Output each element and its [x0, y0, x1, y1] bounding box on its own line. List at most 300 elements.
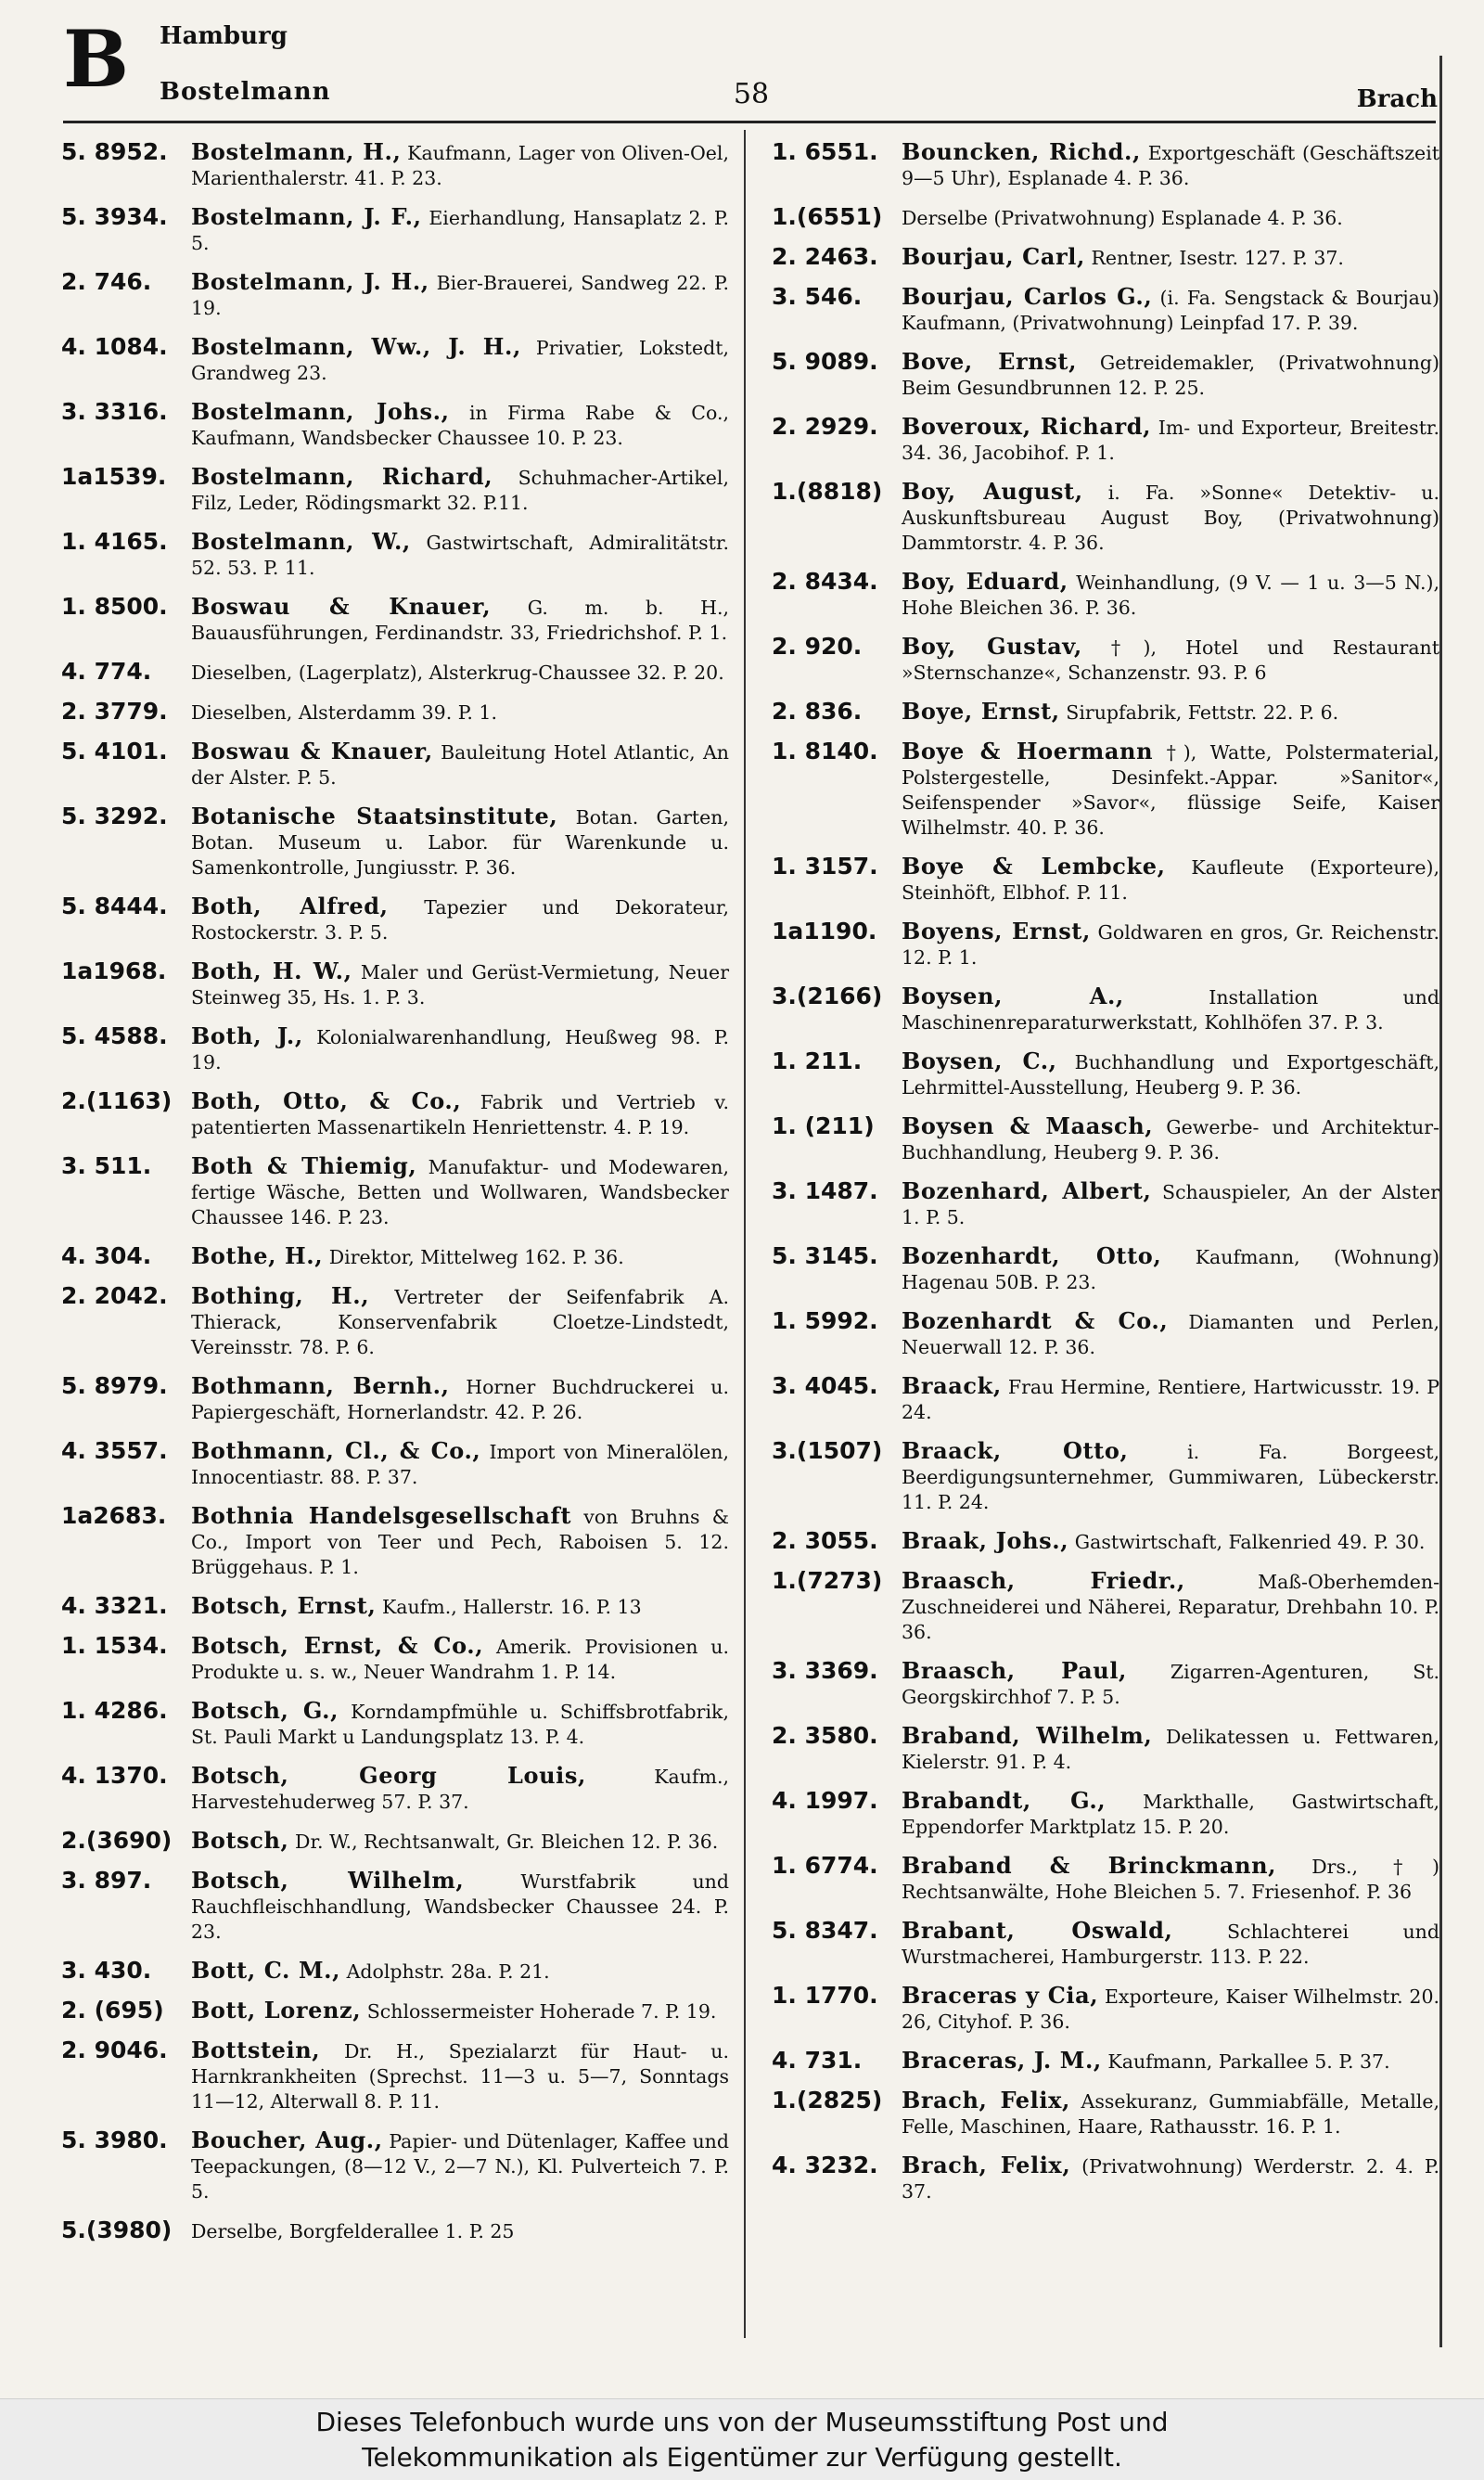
entry-name: Botanische Staatsinstitute,	[191, 803, 558, 829]
entry-details: Derselbe (Privatwohnung) Esplanade 4. P. 36.	[902, 207, 1343, 229]
entry-name: Braack,	[902, 1372, 1002, 1399]
entry-text	[191, 1283, 729, 1360]
entry-text	[191, 1593, 729, 1620]
phone-number: 2. 3779.	[61, 698, 168, 725]
entry-details: Schlossermeister Hoherade 7. P. 19.	[366, 2000, 717, 2023]
entry-details: Kaufm., Hallerstr. 16. P. 13	[381, 1596, 642, 1618]
entry-details: Import von Mineralölen, Innocentiastr. 88. P. 37.	[191, 1441, 729, 1488]
phone-number: 2. 2929.	[772, 413, 878, 440]
entry-text	[902, 244, 1439, 271]
directory-entry	[772, 1568, 1439, 1645]
entry-details: Dieselben, Alsterdamm 39. P. 1.	[191, 701, 497, 724]
entry-details: Eierhandlung, Hansaplatz 2. P. 5.	[191, 207, 729, 254]
entry-name: Braasch, Friedr.,	[902, 1567, 1185, 1594]
header-first-name: Bostelmann	[160, 78, 331, 106]
entry-name: Both, Alfred,	[191, 893, 389, 919]
phone-number: 5. 8444.	[61, 893, 168, 919]
entry-text	[902, 139, 1439, 191]
directory-entry	[61, 699, 729, 726]
entry-name: Bozenhard, Albert,	[902, 1177, 1152, 1204]
phone-number: 3. 4045.	[772, 1372, 878, 1399]
entry-details: Maß-Oberhemden-Zuschneiderei und Näherei, Reparatur, Drehbahn 10. P. 36.	[902, 1571, 1439, 1643]
entry-name: Bozenhardt, Otto,	[902, 1242, 1162, 1269]
entry-text	[902, 983, 1439, 1035]
entry-name: Bott, C. M.,	[191, 1957, 341, 1984]
directory-entry	[61, 269, 729, 321]
phone-number: 3. 511.	[61, 1152, 152, 1179]
phone-number: 1. 6551.	[772, 138, 878, 165]
entry-text	[902, 739, 1439, 841]
entry-details: Kaufmann, (Wohnung) Hagenau 50B. P. 23.	[902, 1246, 1439, 1293]
entry-text	[191, 1633, 729, 1685]
phone-number: 1. 211.	[772, 1047, 863, 1074]
entry-name: Bothing, H.,	[191, 1282, 370, 1309]
directory-entry	[61, 2217, 729, 2244]
entry-details: Schuhmacher-Artikel, Filz, Leder, Rödingsmarkt 32. P.11.	[191, 467, 729, 514]
entry-text	[902, 1243, 1439, 1295]
entry-details: (i. Fa. Sengstack & Bourjau) Kaufmann, (Privatwohnung) Leinpfad 17. P. 39.	[902, 287, 1439, 334]
directory-entry	[61, 1698, 729, 1750]
directory-entry	[772, 739, 1439, 841]
entry-name: Boswau & Knauer,	[191, 738, 433, 765]
entry-details: Schlachterei und Wurstmacherei, Hamburgerstr. 113. P. 22.	[902, 1921, 1439, 1968]
entry-text	[902, 634, 1439, 686]
directory-entry	[61, 958, 729, 1010]
directory-entry	[61, 803, 729, 880]
directory-entry	[772, 699, 1439, 726]
directory-entry	[61, 334, 729, 386]
entry-name: Boysen, A.,	[902, 983, 1124, 1009]
directory-entry	[61, 1438, 729, 1490]
entry-text	[902, 1048, 1439, 1100]
right-column	[772, 139, 1439, 2217]
entry-details: Gastwirtschaft, Admiralitätstr. 52. 53. P. 11.	[191, 532, 729, 579]
directory-entry	[772, 1373, 1439, 1425]
entry-details: Im- und Exporteur, Breitestr. 34. 36, Jacobihof. P. 1.	[902, 417, 1439, 464]
column-divider	[744, 130, 746, 2338]
phone-number: 5. 8952.	[61, 138, 168, 165]
entry-name: Brach, Felix,	[902, 2087, 1070, 2114]
entry-details: Kolonialwarenhandlung, Heußweg 98. P. 19.	[191, 1026, 729, 1073]
directory-entry	[61, 529, 729, 581]
directory-entry	[772, 139, 1439, 191]
entry-details: Diamanten und Perlen, Neuerwall 12. P. 36.	[902, 1311, 1439, 1358]
entry-name: Brabandt, G.,	[902, 1787, 1107, 1814]
entry-text	[191, 269, 729, 321]
directory-entry	[61, 2037, 729, 2114]
entry-text	[902, 1178, 1439, 1230]
directory-entry	[61, 204, 729, 256]
entry-name: Bothnia Handelsgesellschaft	[191, 1502, 572, 1529]
directory-entry	[772, 2048, 1439, 2075]
entry-text	[191, 1503, 729, 1580]
entry-details: Maler und Gerüst-Vermietung, Neuer Steinweg 35, Hs. 1. P. 3.	[191, 961, 729, 1009]
entry-details: Kaufleute (Exporteure), Steinhöft, Elbhof. P. 11.	[902, 856, 1439, 904]
entry-text	[191, 399, 729, 451]
entry-text	[191, 204, 729, 256]
entry-text	[191, 139, 729, 191]
entry-details: Direktor, Mittelweg 162. P. 36.	[328, 1246, 624, 1268]
entry-details: Zigarren-Agenturen, St. Georgskirchhof 7. P. 5.	[902, 1661, 1439, 1708]
entry-details: Manufaktur- und Modewaren, fertige Wäsche, Betten und Wollwaren, Wandsbecker Chaussee 146. P. 23.	[191, 1156, 729, 1228]
phone-number: 4. 3232.	[772, 2152, 878, 2178]
entry-name: Bothmann, Bernh.,	[191, 1372, 450, 1399]
directory-entry	[61, 1828, 729, 1855]
entry-text	[191, 1698, 729, 1750]
entry-name: Braak, Johs.,	[902, 1527, 1069, 1554]
entry-text	[902, 204, 1439, 231]
phone-number: 2. 3580.	[772, 1722, 878, 1749]
phone-number: 2.(3690)	[61, 1827, 173, 1854]
entry-name: Both, J.,	[191, 1022, 303, 1049]
phone-number: 3. 546.	[772, 283, 863, 310]
entry-name: Braband & Brinckmann,	[902, 1852, 1277, 1879]
directory-entry	[61, 1153, 729, 1230]
phone-number: 4. 304.	[61, 1242, 152, 1269]
entry-text	[191, 1088, 729, 1140]
phone-number: 1. 3157.	[772, 853, 878, 880]
phone-number: 5. 8347.	[772, 1917, 878, 1944]
entry-text	[191, 1243, 729, 1270]
directory-entry	[61, 594, 729, 646]
directory-entry	[61, 1868, 729, 1945]
entry-name: Braack, Otto,	[902, 1437, 1129, 1464]
entry-name: Botsch,	[191, 1827, 289, 1854]
directory-entry	[61, 893, 729, 945]
directory-entry	[61, 1283, 729, 1360]
phone-number: 4. 1997.	[772, 1787, 878, 1814]
entry-details: Assekuranz, Gummiabfälle, Metalle, Felle, Maschinen, Haare, Rathausstr. 16. P. 1.	[902, 2090, 1439, 2138]
entry-text	[191, 739, 729, 790]
entry-details: Rentner, Isestr. 127. P. 37.	[1091, 247, 1344, 269]
entry-details: Markthalle, Gastwirtschaft, Eppendorfer Marktplatz 15. P. 20.	[902, 1791, 1439, 1838]
phone-number: 4. 774.	[61, 658, 152, 685]
entry-name: Bostelmann, H.,	[191, 138, 402, 165]
entry-details: Tapezier und Dekorateur, Rostockerstr. 3. P. 5.	[191, 896, 729, 944]
phone-number: 5. 4588.	[61, 1022, 168, 1049]
entry-text	[902, 349, 1439, 401]
phone-number: 4. 3557.	[61, 1437, 168, 1464]
directory-entry	[61, 1088, 729, 1140]
entry-name: Boye, Ernst,	[902, 698, 1060, 725]
phone-number: 3. 3369.	[772, 1657, 878, 1684]
entry-details: von Bruhns & Co., Import von Teer und Pech, Raboisen 5. 12. Brüggehaus. P. 1.	[191, 1506, 729, 1578]
entry-details: Bauleitung Hotel Atlantic, An der Alster. P. 5.	[191, 741, 729, 789]
entry-details: G. m. b. H., Bauausführungen, Ferdinandstr. 33, Friedrichshof. P. 1.	[191, 597, 729, 644]
directory-entry	[772, 919, 1439, 970]
entry-details: Drs., †) Rechtsanwälte, Hohe Bleichen 5. 7. Friesenhof. P. 36	[902, 1856, 1439, 1903]
directory-entry	[61, 739, 729, 790]
entry-text	[902, 569, 1439, 621]
entry-text	[902, 1438, 1439, 1515]
directory-entry	[772, 204, 1439, 231]
phone-number: 5. 3145.	[772, 1242, 878, 1269]
entry-name: Bostelmann, Richard,	[191, 463, 493, 490]
phone-number: 1.(2825)	[772, 2087, 883, 2114]
phone-number: 5. 4101.	[61, 738, 168, 765]
directory-entry	[772, 1918, 1439, 1970]
entry-name: Boveroux, Richard,	[902, 413, 1152, 440]
entry-text	[902, 1983, 1439, 2035]
entry-name: Braceras, J. M.,	[902, 2047, 1102, 2074]
directory-entry	[772, 1048, 1439, 1100]
entry-text	[902, 479, 1439, 556]
entry-details: †), Watte, Polstermaterial, Polstergestelle, Desinfekt.-Appar. »Sanitor«, Seifenspender »Savor«, flüssige Seife, Kaiser Wilhelmstr. 40. P. 36.	[902, 741, 1439, 839]
phone-number: 2. (695)	[61, 1997, 164, 2024]
phone-number: 1. 1770.	[772, 1982, 878, 2009]
phone-number: 1. 5992.	[772, 1307, 878, 1334]
entry-details: Sirupfabrik, Fettstr. 22. P. 6.	[1066, 701, 1339, 724]
phone-number: 2.(1163)	[61, 1087, 173, 1114]
entry-name: Boye & Hoermann	[902, 738, 1154, 765]
entry-text	[191, 699, 729, 726]
entry-name: Bothmann, Cl., & Co.,	[191, 1437, 481, 1464]
entry-text	[902, 1308, 1439, 1360]
directory-entry	[772, 284, 1439, 336]
entry-name: Boswau & Knauer,	[191, 593, 492, 620]
phone-number: 1. 8140.	[772, 738, 878, 765]
phone-number: 3. 3316.	[61, 398, 168, 425]
entry-text	[191, 893, 729, 945]
entry-text	[191, 1153, 729, 1230]
directory-entry	[772, 1723, 1439, 1775]
entry-name: Bove, Ernst,	[902, 348, 1078, 375]
entry-details: Frau Hermine, Rentiere, Hartwicusstr. 19. P 24.	[902, 1376, 1439, 1423]
phone-number: 3.(2166)	[772, 983, 883, 1009]
entry-text	[902, 284, 1439, 336]
entry-text	[902, 1918, 1439, 1970]
phone-number: 5. 8979.	[61, 1372, 168, 1399]
entry-text	[191, 1373, 729, 1425]
entry-details: Weinhandlung, (9 V. — 1 u. 3—5 N.), Hohe Bleichen 36. P. 36.	[902, 572, 1439, 619]
directory-entry	[772, 1438, 1439, 1515]
entry-text	[191, 2217, 729, 2244]
entry-text	[902, 1528, 1439, 1555]
directory-entry	[772, 854, 1439, 906]
entry-details: Wurstfabrik und Rauchfleischhandlung, Wandsbecker Chaussee 24. P. 23.	[191, 1870, 729, 1943]
entry-text	[902, 1568, 1439, 1645]
phone-number: 1.(8818)	[772, 478, 883, 505]
footer-notice	[0, 2398, 1484, 2480]
entry-details: i. Fa. Borgeest, Beerdigungsunternehmer, Gummiwaren, Lübeckerstr. 11. P. 24.	[902, 1441, 1439, 1513]
entry-text	[191, 2037, 729, 2114]
entry-name: Botsch, G.,	[191, 1697, 339, 1724]
entry-details: Dr. H., Spezialarzt für Haut- u. Harnkrankheiten (Sprechst. 11—3 u. 5—7, Sonntags 11—12, Alterwall 8. P. 11.	[191, 2040, 729, 2113]
phone-number: 4. 3321.	[61, 1592, 168, 1619]
entry-text	[902, 1788, 1439, 1840]
entry-details: Amerik. Provisionen u. Produkte u. s. w., Neuer Wandrahm 1. P. 14.	[191, 1636, 729, 1683]
directory-entry	[61, 1023, 729, 1075]
phone-number: 5. 9089.	[772, 348, 878, 375]
phone-number: 1. 6774.	[772, 1852, 878, 1879]
phone-number: 2. 920.	[772, 633, 863, 660]
entry-details: Dr. W., Rechtsanwalt, Gr. Bleichen 12. P. 36.	[295, 1831, 719, 1853]
entry-text	[902, 1853, 1439, 1905]
directory-entry	[772, 1658, 1439, 1710]
entry-details: Derselbe, Borgfelderallee 1. P. 25	[191, 2220, 515, 2242]
entry-name: Bozenhardt & Co.,	[902, 1307, 1169, 1334]
left-column	[61, 139, 729, 2257]
header-city: Hamburg	[160, 22, 288, 50]
entry-text	[191, 1958, 729, 1985]
directory-entry	[772, 1528, 1439, 1555]
entry-name: Botsch, Wilhelm,	[191, 1867, 465, 1894]
entry-text	[191, 1438, 729, 1490]
phone-number: 1a1539.	[61, 463, 167, 490]
entry-name: Bouncken, Richd.,	[902, 138, 1141, 165]
entry-text	[191, 1763, 729, 1815]
entry-name: Boye & Lembcke,	[902, 853, 1166, 880]
directory-entry	[61, 139, 729, 191]
directory-entry	[772, 414, 1439, 466]
directory-entry	[61, 399, 729, 451]
entry-name: Bothe, H.,	[191, 1242, 324, 1269]
phone-number: 4. 1370.	[61, 1762, 168, 1789]
entry-name: Bott, Lorenz,	[191, 1997, 362, 2024]
entry-name: Both, H. W.,	[191, 957, 352, 984]
phone-number: 1. 1534.	[61, 1632, 168, 1659]
header-last-name: Brach	[1356, 85, 1438, 113]
phone-number: 2. 2042.	[61, 1282, 168, 1309]
entry-text	[902, 1723, 1439, 1775]
phone-number: 1.(6551)	[772, 203, 883, 230]
phone-number: 1. (211)	[772, 1112, 875, 1139]
directory-entry	[772, 634, 1439, 686]
directory-entry	[61, 1633, 729, 1685]
entry-text	[191, 659, 729, 686]
entry-text	[191, 1023, 729, 1075]
phone-number: 5. 3934.	[61, 203, 168, 230]
entry-details: Bier-Brauerei, Sandweg 22. P. 19.	[191, 272, 729, 319]
entry-text	[902, 2152, 1439, 2204]
directory-entry	[61, 2127, 729, 2204]
entry-name: Bostelmann, J. H.,	[191, 268, 429, 295]
entry-text	[902, 2088, 1439, 2139]
entry-text	[902, 414, 1439, 466]
directory-entry	[61, 1503, 729, 1580]
entry-text	[902, 2048, 1439, 2075]
entry-name: Boy, August,	[902, 478, 1083, 505]
entry-text	[191, 594, 729, 646]
entry-details: Schauspieler, An der Alster 1. P. 5.	[902, 1181, 1439, 1228]
entry-details: Buchhandlung und Exportgeschäft, Lehrmittel-Ausstellung, Heuberg 9. P. 36.	[902, 1051, 1440, 1099]
phone-number: 1a2683.	[61, 1502, 167, 1529]
phone-number: 4. 1084.	[61, 333, 168, 360]
directory-entry	[772, 1308, 1439, 1360]
entry-details: Korndampfmühle u. Schiffsbrotfabrik, St. Pauli Markt u Landungsplatz 13. P. 4.	[191, 1701, 729, 1748]
directory-entry	[61, 1243, 729, 1270]
entry-name: Bourjau, Carl,	[902, 243, 1085, 270]
directory-entry	[772, 349, 1439, 401]
entry-text	[191, 529, 729, 581]
entry-name: Bostelmann, W.,	[191, 528, 411, 555]
page-edge-line	[1439, 56, 1442, 2347]
directory-entry	[61, 659, 729, 686]
entry-text	[191, 803, 729, 880]
entry-text	[191, 958, 729, 1010]
directory-entry	[772, 1113, 1439, 1165]
footer-line-2: Telekommunikation als Eigentümer zur Verfügung gestellt.	[362, 2442, 1122, 2473]
directory-entry	[61, 1998, 729, 2024]
phone-number: 1. 4165.	[61, 528, 168, 555]
entry-details: Kaufmann, Lager von Oliven-Oel, Marienthalerstr. 41. P. 23.	[191, 142, 729, 189]
directory-entry	[61, 464, 729, 516]
entry-details: Getreidemakler, (Privatwohnung) Beim Gesundbrunnen 12. P. 25.	[902, 352, 1439, 399]
entry-name: Both, Otto, & Co.,	[191, 1087, 462, 1114]
entry-details: Papier- und Dütenlager, Kaffee und Teepackungen, (8—12 V., 2—7 N.), Kl. Pulverteich 7. P. 5.	[191, 2130, 729, 2203]
entry-details: Gastwirtschaft, Falkenried 49. P. 30.	[1074, 1531, 1426, 1553]
entry-text	[191, 464, 729, 516]
entry-name: Boysen, C.,	[902, 1047, 1057, 1074]
entry-details: Installation und Maschinenreparaturwerkstatt, Kohlhöfen 37. P. 3.	[902, 986, 1439, 1034]
phone-number: 2. 8434.	[772, 568, 878, 595]
entry-details: Exporteure, Kaiser Wilhelmstr. 20. 26, Cityhof. P. 36.	[902, 1985, 1439, 2033]
phone-number: 2. 746.	[61, 268, 152, 295]
directory-entry	[61, 1593, 729, 1620]
entry-text	[191, 334, 729, 386]
entry-name: Boy, Gustav,	[902, 633, 1082, 660]
phone-number: 5. 3292.	[61, 803, 168, 829]
directory-entry	[772, 2088, 1439, 2139]
directory-entry	[61, 1373, 729, 1425]
directory-entry	[772, 1983, 1439, 2035]
entry-text	[191, 1868, 729, 1945]
header-divider	[63, 121, 1436, 123]
entry-details: Delikatessen u. Fettwaren, Kielerstr. 91. P. 4.	[902, 1726, 1439, 1773]
entry-details: (Privatwohnung) Werderstr. 2. 4. P. 37.	[902, 2155, 1439, 2203]
entry-details: Botan. Garten, Botan. Museum u. Labor. für Warenkunde u. Samenkontrolle, Jungiusstr. P. 36.	[191, 806, 729, 879]
footer-line-1: Dieses Telefonbuch wurde uns von der Museumsstiftung Post und	[315, 2407, 1169, 2437]
directory-entry	[772, 1243, 1439, 1295]
page-number: 58	[733, 78, 770, 110]
entry-details: Kaufm., Harvestehuderweg 57. P. 37.	[191, 1766, 729, 1813]
entry-name: Brach, Felix,	[902, 2152, 1071, 2178]
entry-details: Privatier, Lokstedt, Grandweg 23.	[191, 337, 729, 384]
entry-text	[191, 2127, 729, 2204]
entry-details: Horner Buchdruckerei u. Papiergeschäft, Hornerlandstr. 42. P. 26.	[191, 1376, 729, 1423]
directory-entry	[772, 569, 1439, 621]
phone-number: 1.(7273)	[772, 1567, 883, 1594]
entry-text	[902, 699, 1439, 726]
entry-details: Adolphstr. 28a. P. 21.	[346, 1960, 550, 1983]
entry-name: Boucher, Aug.,	[191, 2127, 383, 2153]
entry-name: Botsch, Ernst,	[191, 1592, 377, 1619]
phone-number: 3. 1487.	[772, 1177, 878, 1204]
phone-number: 3. 897.	[61, 1867, 152, 1894]
entry-name: Braband, Wilhelm,	[902, 1722, 1153, 1749]
entry-name: Bostelmann, Ww., J. H.,	[191, 333, 521, 360]
entry-name: Bostelmann, Johs.,	[191, 398, 450, 425]
phone-number: 1. 8500.	[61, 593, 168, 620]
entry-details: †), Hotel und Restaurant »Sternschanze«, Schanzenstr. 93. P. 6	[902, 636, 1439, 684]
phone-number: 1a1968.	[61, 957, 167, 984]
phone-number: 5. 3980.	[61, 2127, 168, 2153]
entry-name: Brabant, Oswald,	[902, 1917, 1173, 1944]
entry-details: Vertreter der Seifenfabrik A. Thierack, Konservenfabrik Cloetze-Lindstedt, Vereinsstr. 78. P. 6.	[191, 1286, 729, 1358]
entry-text	[902, 1658, 1439, 1710]
entry-name: Braceras y Cia,	[902, 1982, 1099, 2009]
entry-details: i. Fa. »Sonne« Detektiv- u. Auskunftsbureau August Boy, (Privatwohnung) Dammtorstr. 4. P. 36.	[902, 482, 1439, 554]
directory-entry	[61, 1958, 729, 1985]
entry-details: Kaufmann, Parkallee 5. P. 37.	[1107, 2050, 1390, 2073]
directory-entry	[772, 983, 1439, 1035]
phone-number: 3.(1507)	[772, 1437, 883, 1464]
entry-details: Goldwaren en gros, Gr. Reichenstr. 12. P. 1.	[902, 921, 1439, 969]
entry-details: Gewerbe- und Architektur-Buchhandlung, Heuberg 9. P. 36.	[902, 1116, 1439, 1163]
directory-entry	[61, 1763, 729, 1815]
entry-details: Fabrik und Vertrieb v. patentierten Massenartikeln Henriettenstr. 4. P. 19.	[191, 1091, 729, 1138]
entry-name: Bourjau, Carlos G.,	[902, 283, 1153, 310]
